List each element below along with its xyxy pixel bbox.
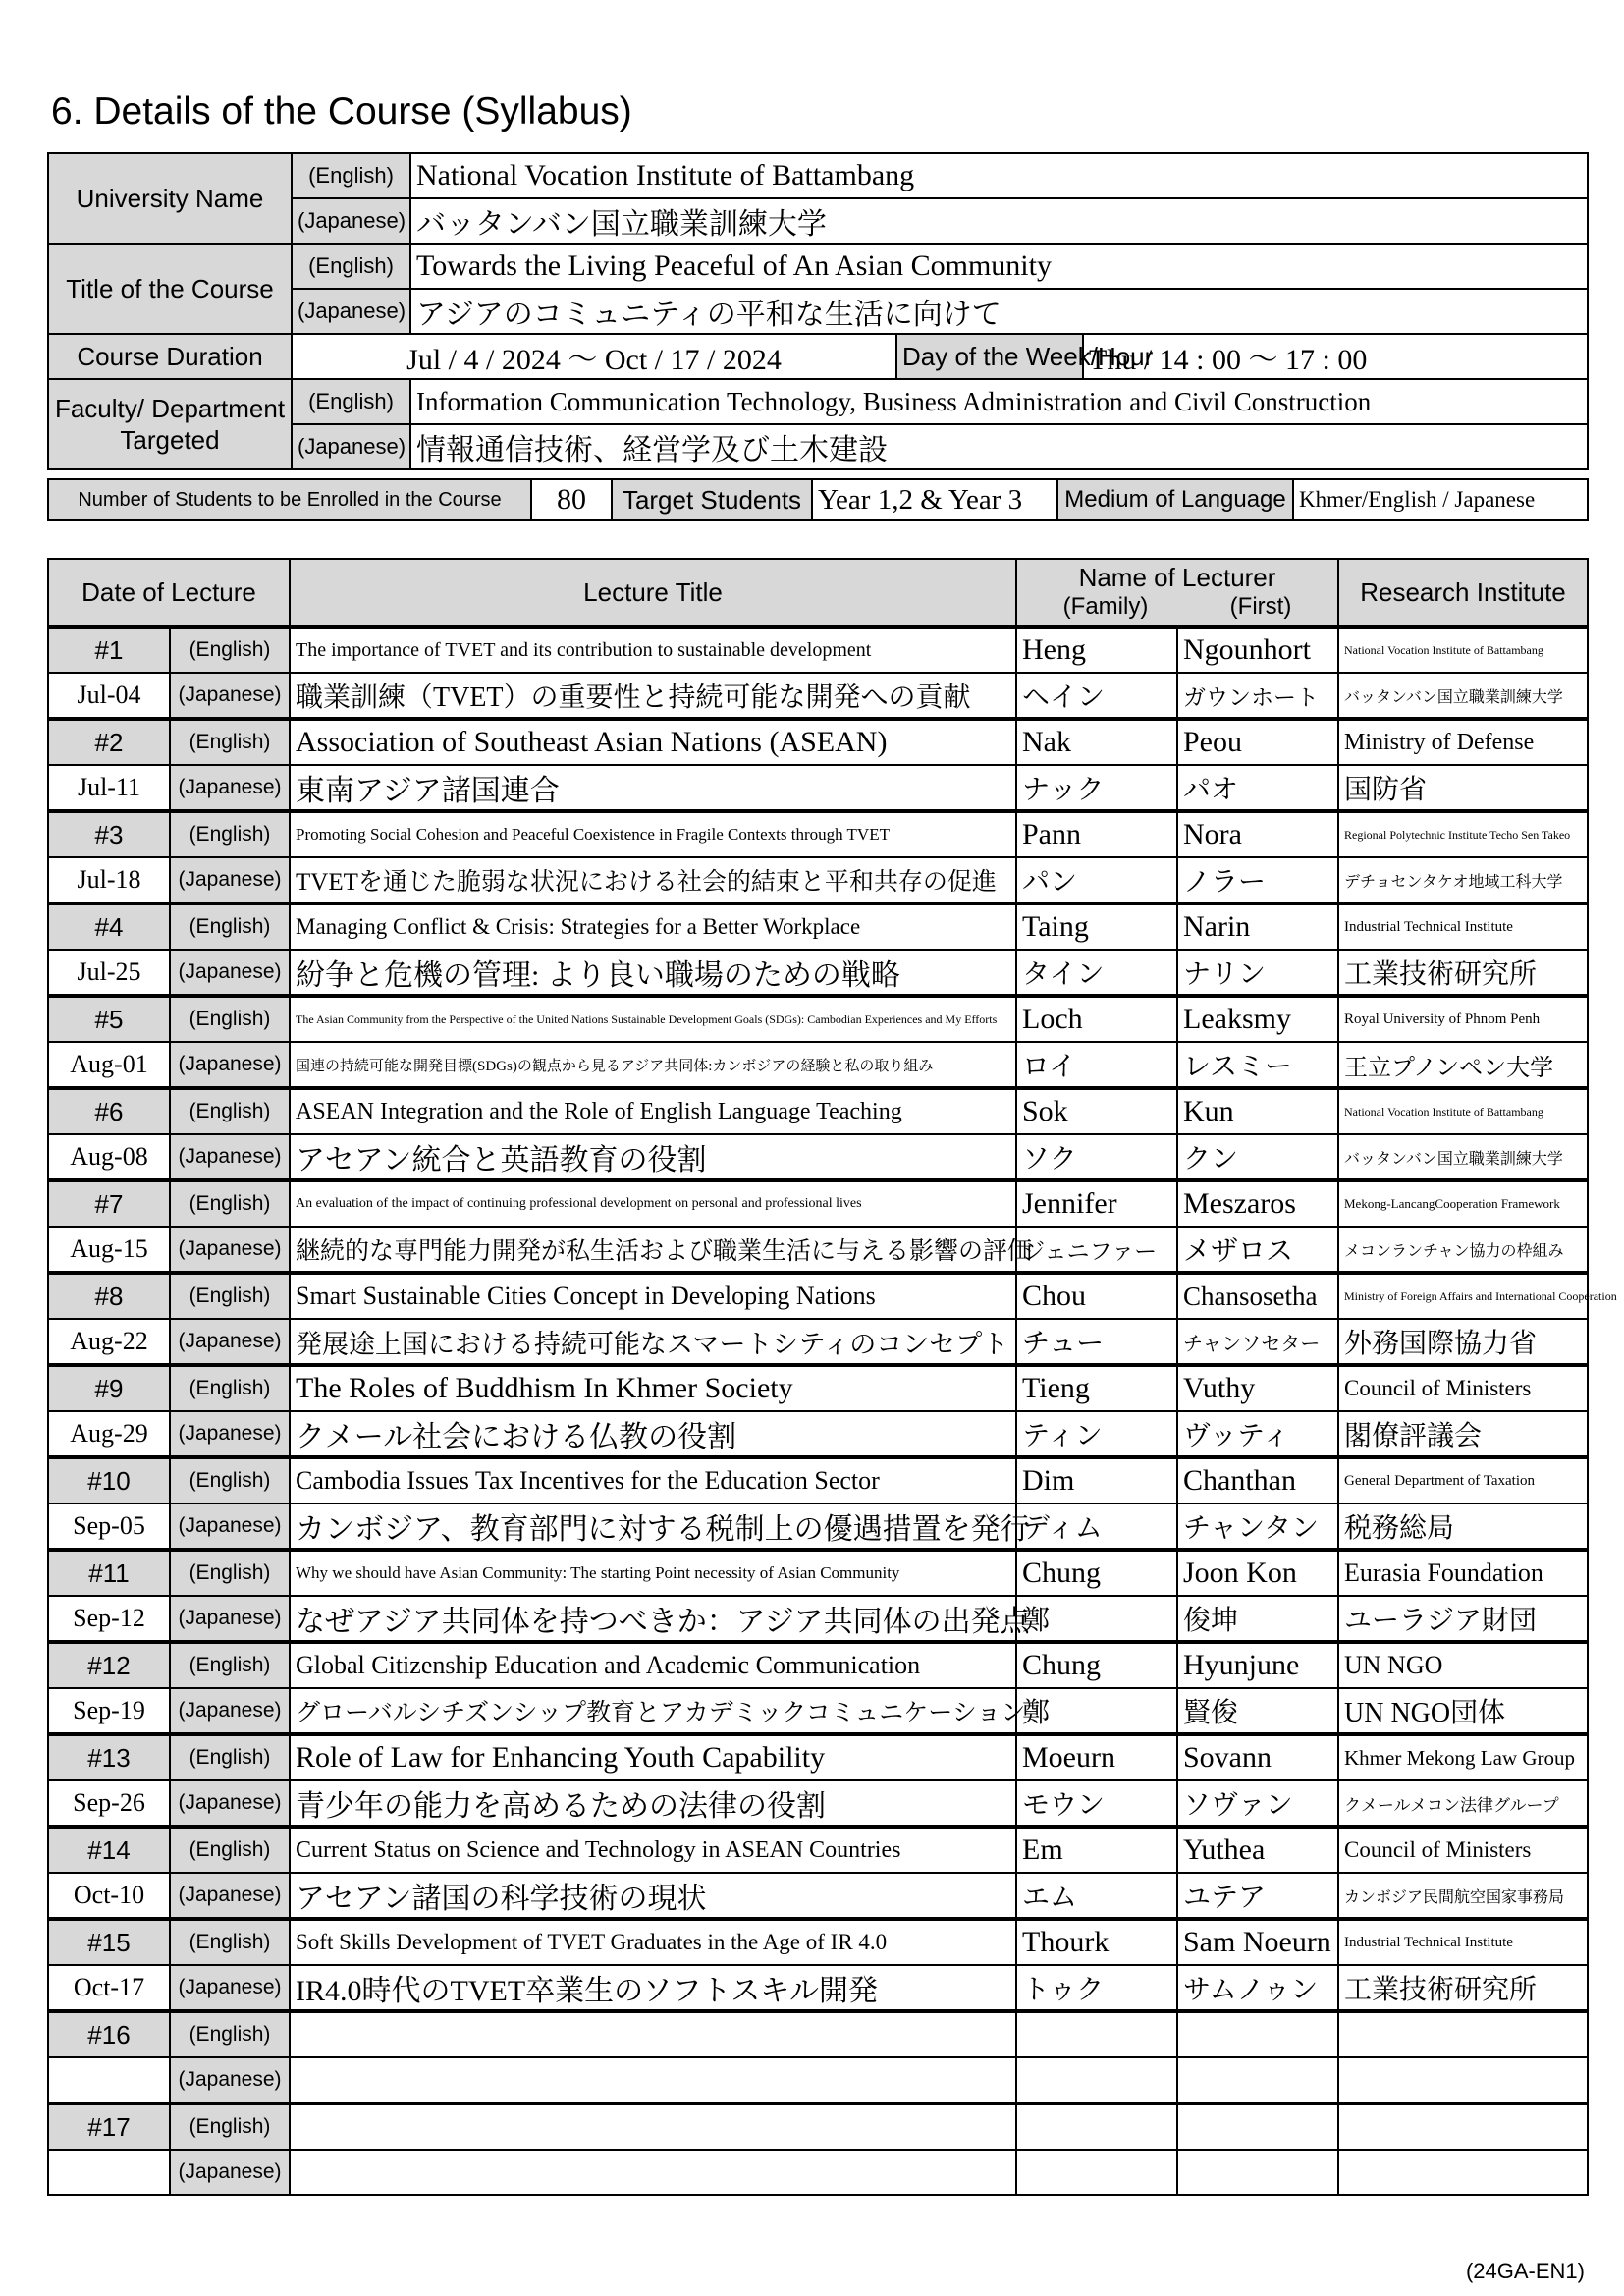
first-header: (First) bbox=[1229, 593, 1292, 620]
lecturer-family-en: Heng bbox=[1016, 627, 1177, 673]
lecturer-family-ja: ディム bbox=[1016, 1503, 1177, 1550]
lecture-row-english bbox=[48, 903, 1588, 950]
lecturer-family-ja: エム bbox=[1016, 1873, 1177, 1919]
lecturer-first-en: Hyunjune bbox=[1177, 1642, 1338, 1688]
lecturer-first-en: Chanthan bbox=[1177, 1457, 1338, 1503]
lecture-row-japanese bbox=[48, 1688, 1588, 1734]
institute-en: Khmer Mekong Law Group bbox=[1338, 1734, 1588, 1780]
lecturer-first-ja: ヴッティ bbox=[1177, 1411, 1338, 1457]
lecture-number: #10 bbox=[48, 1457, 170, 1503]
lecture-number: #7 bbox=[48, 1180, 170, 1227]
lecture-title-en: Global Citizenship Education and Academic Communication bbox=[290, 1642, 1016, 1688]
english-tag: (English) bbox=[170, 2104, 290, 2150]
institute-en bbox=[1338, 2104, 1588, 2150]
lecturer-first-ja: 俊坤 bbox=[1177, 1596, 1338, 1642]
course-info-table bbox=[47, 152, 1589, 470]
lecture-title-ja: IR4.0時代のTVET卒業生のソフトスキル開発 bbox=[290, 1965, 1016, 2011]
english-tag: (English) bbox=[170, 903, 290, 950]
lecture-row-english bbox=[48, 1088, 1588, 1134]
course-title-label: Title of the Course bbox=[48, 244, 292, 334]
course-title-en: Towards the Living Peaceful of An Asian Community bbox=[410, 244, 1588, 289]
course-duration: Jul / 4 / 2024 ～ Oct / 17 / 2024 bbox=[292, 334, 896, 379]
lecture-row-japanese bbox=[48, 2150, 1588, 2195]
enrollment-table bbox=[47, 478, 1589, 521]
lecture-row-japanese bbox=[48, 673, 1588, 719]
lecture-number: #14 bbox=[48, 1827, 170, 1873]
lecture-title-ja bbox=[290, 2150, 1016, 2195]
lecture-date bbox=[48, 2150, 170, 2195]
family-header: (Family) bbox=[1062, 593, 1149, 620]
lecturer-family-ja: 鄭 bbox=[1016, 1688, 1177, 1734]
lecturer-first-ja: チャンソセター bbox=[1177, 1319, 1338, 1365]
lecture-title-ja: なぜアジア共同体を持つべきか：アジア共同体の出発点 bbox=[290, 1596, 1016, 1642]
japanese-tag: (Japanese) bbox=[170, 2150, 290, 2195]
lecturer-family-ja: ソク bbox=[1016, 1134, 1177, 1180]
lecture-date: Oct-17 bbox=[48, 1965, 170, 2011]
lecture-row-english bbox=[48, 1919, 1588, 1965]
lecture-title-en bbox=[290, 2011, 1016, 2057]
institute-ja: クメールメコン法律グループ bbox=[1338, 1780, 1588, 1827]
lecture-title-en: An evaluation of the impact of continuing professional development on personal and professional lives bbox=[290, 1180, 1016, 1227]
lecture-row-english bbox=[48, 1180, 1588, 1227]
university-name-label: University Name bbox=[48, 153, 292, 244]
lecture-number: #8 bbox=[48, 1273, 170, 1319]
lecturer-family-en: Sok bbox=[1016, 1088, 1177, 1134]
lecture-title-en: Soft Skills Development of TVET Graduates in the Age of IR 4.0 bbox=[290, 1919, 1016, 1965]
lecturer-family-ja: 鄭 bbox=[1016, 1596, 1177, 1642]
lecturer-first-en: Sovann bbox=[1177, 1734, 1338, 1780]
japanese-tag: (Japanese) bbox=[170, 1042, 290, 1088]
lecture-number: #17 bbox=[48, 2104, 170, 2150]
lecture-number: #6 bbox=[48, 1088, 170, 1134]
institute-en: Industrial Technical Institute bbox=[1338, 1919, 1588, 1965]
lecture-date: Aug-01 bbox=[48, 1042, 170, 1088]
institute-ja: メコンランチャン協力の枠組み bbox=[1338, 1227, 1588, 1273]
institute-en: Ministry of Defense bbox=[1338, 719, 1588, 765]
institute-header: Research Institute bbox=[1338, 559, 1588, 627]
english-tag: (English) bbox=[170, 1919, 290, 1965]
num-students-label: Number of Students to be Enrolled in the Course bbox=[48, 479, 531, 520]
lecture-title-ja: アセアン統合と英語教育の役割 bbox=[290, 1134, 1016, 1180]
lecture-row-english bbox=[48, 996, 1588, 1042]
lecture-number: #5 bbox=[48, 996, 170, 1042]
institute-ja: 工業技術研究所 bbox=[1338, 1965, 1588, 2011]
course-title-ja: アジアのコミュニティの平和な生活に向けて bbox=[410, 289, 1588, 334]
institute-en: Eurasia Foundation bbox=[1338, 1550, 1588, 1596]
japanese-tag: (Japanese) bbox=[170, 1688, 290, 1734]
lecturer-first-en bbox=[1177, 2104, 1338, 2150]
lecture-row-english bbox=[48, 2104, 1588, 2150]
japanese-tag: (Japanese) bbox=[292, 289, 410, 334]
lecture-number: #11 bbox=[48, 1550, 170, 1596]
lecturer-family-ja: タイン bbox=[1016, 950, 1177, 996]
institute-ja: 閣僚評議会 bbox=[1338, 1411, 1588, 1457]
lecture-title-ja: グローバルシチズンシップ教育とアカデミックコミュニケーション bbox=[290, 1688, 1016, 1734]
japanese-tag: (Japanese) bbox=[170, 950, 290, 996]
lecture-title-en: Managing Conflict & Crisis: Strategies for a Better Workplace bbox=[290, 903, 1016, 950]
institute-ja: 国防省 bbox=[1338, 765, 1588, 811]
lecture-title-ja: 継続的な専門能力開発が私生活および職業生活に与える影響の評価 bbox=[290, 1227, 1016, 1273]
document-code: (24GA-EN1) bbox=[1465, 2259, 1585, 2283]
lecturer-family-ja bbox=[1016, 2057, 1177, 2104]
lecture-date: Sep-05 bbox=[48, 1503, 170, 1550]
lecture-row-japanese bbox=[48, 1873, 1588, 1919]
english-tag: (English) bbox=[170, 996, 290, 1042]
lecturer-family-en: Moeurn bbox=[1016, 1734, 1177, 1780]
lecturer-family-ja: ロイ bbox=[1016, 1042, 1177, 1088]
lecture-row-english bbox=[48, 1365, 1588, 1411]
lecturer-first-en: Peou bbox=[1177, 719, 1338, 765]
institute-en: Council of Ministers bbox=[1338, 1827, 1588, 1873]
lecture-date: Aug-29 bbox=[48, 1411, 170, 1457]
lecture-title-ja: 青少年の能力を高めるための法律の役割 bbox=[290, 1780, 1016, 1827]
lecturer-family-en: Chou bbox=[1016, 1273, 1177, 1319]
lecturer-family-ja: モウン bbox=[1016, 1780, 1177, 1827]
lecture-title-ja: カンボジア、教育部門に対する税制上の優遇措置を発行 bbox=[290, 1503, 1016, 1550]
japanese-tag: (Japanese) bbox=[170, 1596, 290, 1642]
faculty-ja: 情報通信技術、経営学及び土木建設 bbox=[410, 424, 1588, 469]
date-header: Date of Lecture bbox=[48, 559, 290, 627]
lecturer-family-en: Chung bbox=[1016, 1550, 1177, 1596]
japanese-tag: (Japanese) bbox=[170, 1873, 290, 1919]
lecture-title-en: Association of Southeast Asian Nations (ASEAN) bbox=[290, 719, 1016, 765]
lecture-date: Jul-18 bbox=[48, 857, 170, 903]
japanese-tag: (Japanese) bbox=[170, 857, 290, 903]
lecturer-family-ja: ヘイン bbox=[1016, 673, 1177, 719]
lecturer-first-en: Kun bbox=[1177, 1088, 1338, 1134]
lecture-title-en: ASEAN Integration and the Role of English Language Teaching bbox=[290, 1088, 1016, 1134]
lecturer-family-en: Thourk bbox=[1016, 1919, 1177, 1965]
lecture-number: #4 bbox=[48, 903, 170, 950]
institute-en: Ministry of Foreign Affairs and International Cooperation bbox=[1338, 1273, 1588, 1319]
institute-en: Mekong-LancangCooperation Framework bbox=[1338, 1180, 1588, 1227]
lecture-number: #1 bbox=[48, 627, 170, 673]
institute-en: Council of Ministers bbox=[1338, 1365, 1588, 1411]
lecturer-family-ja: パン bbox=[1016, 857, 1177, 903]
lecturer-first-ja: ノラー bbox=[1177, 857, 1338, 903]
lecturer-first-ja bbox=[1177, 2057, 1338, 2104]
lecture-row-english bbox=[48, 2011, 1588, 2057]
lecturer-family-en: Jennifer bbox=[1016, 1180, 1177, 1227]
institute-ja bbox=[1338, 2057, 1588, 2104]
lecture-row-japanese bbox=[48, 1411, 1588, 1457]
lecture-row-english bbox=[48, 1642, 1588, 1688]
lecturer-first-ja: レスミー bbox=[1177, 1042, 1338, 1088]
english-tag: (English) bbox=[170, 1365, 290, 1411]
day-hour-label: Day of the Week/Hour bbox=[896, 334, 1083, 379]
lecture-row-english bbox=[48, 1550, 1588, 1596]
english-tag: (English) bbox=[292, 244, 410, 289]
japanese-tag: (Japanese) bbox=[292, 198, 410, 244]
lecturer-first-en: Meszaros bbox=[1177, 1180, 1338, 1227]
english-tag: (English) bbox=[170, 1550, 290, 1596]
japanese-tag: (Japanese) bbox=[170, 673, 290, 719]
english-tag: (English) bbox=[170, 1088, 290, 1134]
japanese-tag: (Japanese) bbox=[170, 1503, 290, 1550]
lecturer-first-en: Nora bbox=[1177, 811, 1338, 857]
lecturer-first-ja bbox=[1177, 2150, 1338, 2195]
institute-en: Regional Polytechnic Institute Techo Sen Takeo bbox=[1338, 811, 1588, 857]
lecture-table bbox=[47, 558, 1617, 2196]
japanese-tag: (Japanese) bbox=[170, 2057, 290, 2104]
lecturer-first-ja: パオ bbox=[1177, 765, 1338, 811]
lecture-row-japanese bbox=[48, 1503, 1588, 1550]
institute-en: Royal University of Phnom Penh bbox=[1338, 996, 1588, 1042]
lecture-title-en: Role of Law for Enhancing Youth Capability bbox=[290, 1734, 1016, 1780]
lecture-date: Aug-08 bbox=[48, 1134, 170, 1180]
lecturer-header bbox=[1016, 559, 1338, 627]
lecture-date: Sep-19 bbox=[48, 1688, 170, 1734]
institute-en: National Vocation Institute of Battambang bbox=[1338, 627, 1588, 673]
lecture-row-japanese bbox=[48, 1596, 1588, 1642]
lecture-title-ja bbox=[290, 2057, 1016, 2104]
lecturer-first-ja: クン bbox=[1177, 1134, 1338, 1180]
target-students: Year 1,2 & Year 3 bbox=[812, 479, 1057, 520]
lecturer-first-en: Narin bbox=[1177, 903, 1338, 950]
english-tag: (English) bbox=[170, 1642, 290, 1688]
lecture-row-japanese bbox=[48, 2057, 1588, 2104]
lecture-row-japanese bbox=[48, 857, 1588, 903]
lecture-row-japanese bbox=[48, 1227, 1588, 1273]
lecture-row-japanese bbox=[48, 1965, 1588, 2011]
lecturer-family-ja: ナック bbox=[1016, 765, 1177, 811]
english-tag: (English) bbox=[170, 1457, 290, 1503]
lecture-number: #13 bbox=[48, 1734, 170, 1780]
lecture-row-english bbox=[48, 1457, 1588, 1503]
lecturer-first-ja: ガウンホート bbox=[1177, 673, 1338, 719]
institute-ja: ユーラジア財団 bbox=[1338, 1596, 1588, 1642]
lecturer-family-ja: ジェニファー bbox=[1016, 1227, 1177, 1273]
lecture-title-en bbox=[290, 2104, 1016, 2150]
lecture-title-ja: クメール社会における仏教の役割 bbox=[290, 1411, 1016, 1457]
lecture-row-english bbox=[48, 1827, 1588, 1873]
lecturer-first-en bbox=[1177, 2011, 1338, 2057]
english-tag: (English) bbox=[170, 1734, 290, 1780]
university-name-en: National Vocation Institute of Battambang bbox=[410, 153, 1588, 198]
lecture-title-en: The importance of TVET and its contribution to sustainable development bbox=[290, 627, 1016, 673]
lecturer-first-ja: 賢俊 bbox=[1177, 1688, 1338, 1734]
lecturer-first-ja: サムノゥン bbox=[1177, 1965, 1338, 2011]
lecturer-family-ja: トゥク bbox=[1016, 1965, 1177, 2011]
day-hour: Thu / 14 : 00 ～ 17 : 00 bbox=[1083, 334, 1588, 379]
lecturer-family-en: Pann bbox=[1016, 811, 1177, 857]
lecturer-first-ja: ユテア bbox=[1177, 1873, 1338, 1919]
lecture-date: Oct-10 bbox=[48, 1873, 170, 1919]
lecturer-first-ja: チャンタン bbox=[1177, 1503, 1338, 1550]
english-tag: (English) bbox=[170, 1180, 290, 1227]
lecturer-first-en: Chansosetha bbox=[1177, 1273, 1338, 1319]
lecturer-family-en bbox=[1016, 2104, 1177, 2150]
lecturer-first-en: Yuthea bbox=[1177, 1827, 1338, 1873]
lecturer-family-en: Loch bbox=[1016, 996, 1177, 1042]
english-tag: (English) bbox=[292, 379, 410, 424]
lecture-date: Aug-22 bbox=[48, 1319, 170, 1365]
institute-ja: バッタンバン国立職業訓練大学 bbox=[1338, 673, 1588, 719]
institute-ja: 工業技術研究所 bbox=[1338, 950, 1588, 996]
english-tag: (English) bbox=[170, 811, 290, 857]
japanese-tag: (Japanese) bbox=[292, 424, 410, 469]
lecturer-first-en: Leaksmy bbox=[1177, 996, 1338, 1042]
lecture-title-ja: アセアン諸国の科学技術の現状 bbox=[290, 1873, 1016, 1919]
institute-en: UN NGO bbox=[1338, 1642, 1588, 1688]
lecture-title-en: Current Status on Science and Technology in ASEAN Countries bbox=[290, 1827, 1016, 1873]
japanese-tag: (Japanese) bbox=[170, 1965, 290, 2011]
english-tag: (English) bbox=[292, 153, 410, 198]
institute-ja: カンボジア民間航空国家事務局 bbox=[1338, 1873, 1588, 1919]
institute-en: National Vocation Institute of Battambang bbox=[1338, 1088, 1588, 1134]
lecturer-first-en: Sam Noeurn bbox=[1177, 1919, 1338, 1965]
lecturer-header-label: Name of Lecturer bbox=[1078, 563, 1276, 592]
english-tag: (English) bbox=[170, 1273, 290, 1319]
lecturer-family-en bbox=[1016, 2011, 1177, 2057]
institute-ja: 税務総局 bbox=[1338, 1503, 1588, 1550]
lecture-row-english bbox=[48, 1734, 1588, 1780]
lecturer-first-en: Vuthy bbox=[1177, 1365, 1338, 1411]
page-title: 6. Details of the Course (Syllabus) bbox=[51, 90, 632, 133]
lecture-title-en: The Asian Community from the Perspective of the United Nations Sustainable Development Goals (SDGs): Cambodian Experiences and My Efforts bbox=[290, 996, 1016, 1042]
university-name-ja: バッタンバン国立職業訓練大学 bbox=[410, 198, 1588, 244]
lecture-title-en: The Roles of Buddhism In Khmer Society bbox=[290, 1365, 1016, 1411]
lecturer-family-ja: チュー bbox=[1016, 1319, 1177, 1365]
lecture-row-english bbox=[48, 1273, 1588, 1319]
title-header: Lecture Title bbox=[290, 559, 1016, 627]
lecturer-first-ja: メザロス bbox=[1177, 1227, 1338, 1273]
lecturer-first-en: Ngounhort bbox=[1177, 627, 1338, 673]
lecture-number: #2 bbox=[48, 719, 170, 765]
lecture-date: Jul-11 bbox=[48, 765, 170, 811]
lecturer-family-ja bbox=[1016, 2150, 1177, 2195]
lecture-date bbox=[48, 2057, 170, 2104]
lecture-title-ja: 職業訓練（TVET）の重要性と持続可能な開発への貢献 bbox=[290, 673, 1016, 719]
institute-en: Industrial Technical Institute bbox=[1338, 903, 1588, 950]
lecture-number: #3 bbox=[48, 811, 170, 857]
japanese-tag: (Japanese) bbox=[170, 765, 290, 811]
medium-language: Khmer/English / Japanese bbox=[1293, 479, 1588, 520]
lecturer-first-en: Joon Kon bbox=[1177, 1550, 1338, 1596]
lecture-row-english bbox=[48, 811, 1588, 857]
japanese-tag: (Japanese) bbox=[170, 1227, 290, 1273]
english-tag: (English) bbox=[170, 627, 290, 673]
lecture-title-en: Smart Sustainable Cities Concept in Developing Nations bbox=[290, 1273, 1016, 1319]
lecturer-family-en: Em bbox=[1016, 1827, 1177, 1873]
institute-en: General Department of Taxation bbox=[1338, 1457, 1588, 1503]
lecture-row-english bbox=[48, 627, 1588, 673]
lecturer-family-ja: ティン bbox=[1016, 1411, 1177, 1457]
faculty-en: Information Communication Technology, Business Administration and Civil Construction bbox=[410, 379, 1588, 424]
lecture-date: Sep-26 bbox=[48, 1780, 170, 1827]
lecturer-first-ja: ソヴァン bbox=[1177, 1780, 1338, 1827]
lecturer-family-en: Nak bbox=[1016, 719, 1177, 765]
course-duration-label: Course Duration bbox=[48, 334, 292, 379]
lecturer-family-en: Dim bbox=[1016, 1457, 1177, 1503]
faculty-label: Faculty/ Department Targeted bbox=[48, 379, 292, 469]
lecture-title-ja: 発展途上国における持続可能なスマートシティのコンセプト bbox=[290, 1319, 1016, 1365]
japanese-tag: (Japanese) bbox=[170, 1411, 290, 1457]
japanese-tag: (Japanese) bbox=[170, 1134, 290, 1180]
english-tag: (English) bbox=[170, 2011, 290, 2057]
institute-ja bbox=[1338, 2150, 1588, 2195]
japanese-tag: (Japanese) bbox=[170, 1319, 290, 1365]
medium-label: Medium of Language bbox=[1057, 479, 1293, 520]
target-students-label: Target Students bbox=[612, 479, 812, 520]
lecture-title-en: Cambodia Issues Tax Incentives for the Education Sector bbox=[290, 1457, 1016, 1503]
lecture-number: #12 bbox=[48, 1642, 170, 1688]
lecture-row-japanese bbox=[48, 950, 1588, 996]
lecture-row-english bbox=[48, 719, 1588, 765]
lecture-row-japanese bbox=[48, 765, 1588, 811]
lecture-date: Jul-25 bbox=[48, 950, 170, 996]
lecture-number: #16 bbox=[48, 2011, 170, 2057]
lecturer-first-ja: ナリン bbox=[1177, 950, 1338, 996]
lecture-title-en: Promoting Social Cohesion and Peaceful Coexistence in Fragile Contexts through TVET bbox=[290, 811, 1016, 857]
institute-ja: 外務国際協力省 bbox=[1338, 1319, 1588, 1365]
lecture-date: Jul-04 bbox=[48, 673, 170, 719]
lecturer-family-en: Tieng bbox=[1016, 1365, 1177, 1411]
lecture-row-japanese bbox=[48, 1319, 1588, 1365]
lecture-title-ja: 東南アジア諸国連合 bbox=[290, 765, 1016, 811]
lecture-number: #15 bbox=[48, 1919, 170, 1965]
institute-ja: 王立プノンペン大学 bbox=[1338, 1042, 1588, 1088]
institute-ja: デチョセンタケオ地域工科大学 bbox=[1338, 857, 1588, 903]
lecture-title-en: Why we should have Asian Community: The starting Point necessity of Asian Community bbox=[290, 1550, 1016, 1596]
lecturer-family-en: Taing bbox=[1016, 903, 1177, 950]
lecture-row-japanese bbox=[48, 1042, 1588, 1088]
lecture-row-japanese bbox=[48, 1134, 1588, 1180]
lecture-date: Sep-12 bbox=[48, 1596, 170, 1642]
institute-en bbox=[1338, 2011, 1588, 2057]
lecturer-family-en: Chung bbox=[1016, 1642, 1177, 1688]
lecture-title-ja: 国連の持続可能な開発目標(SDGs)の観点から見るアジア共同体:カンボジアの経験と私の取り組み bbox=[290, 1042, 1016, 1088]
lecture-title-ja: 紛争と危機の管理: より良い職場のための戦略 bbox=[290, 950, 1016, 996]
institute-ja: UN NGO団体 bbox=[1338, 1688, 1588, 1734]
lecture-date: Aug-15 bbox=[48, 1227, 170, 1273]
english-tag: (English) bbox=[170, 719, 290, 765]
lecture-row-japanese bbox=[48, 1780, 1588, 1827]
institute-ja: バッタンバン国立職業訓練大学 bbox=[1338, 1134, 1588, 1180]
english-tag: (English) bbox=[170, 1827, 290, 1873]
japanese-tag: (Japanese) bbox=[170, 1780, 290, 1827]
num-students: 80 bbox=[531, 479, 612, 520]
lecture-title-ja: TVETを通じた脆弱な状況における社会的結束と平和共存の促進 bbox=[290, 857, 1016, 903]
lecture-number: #9 bbox=[48, 1365, 170, 1411]
